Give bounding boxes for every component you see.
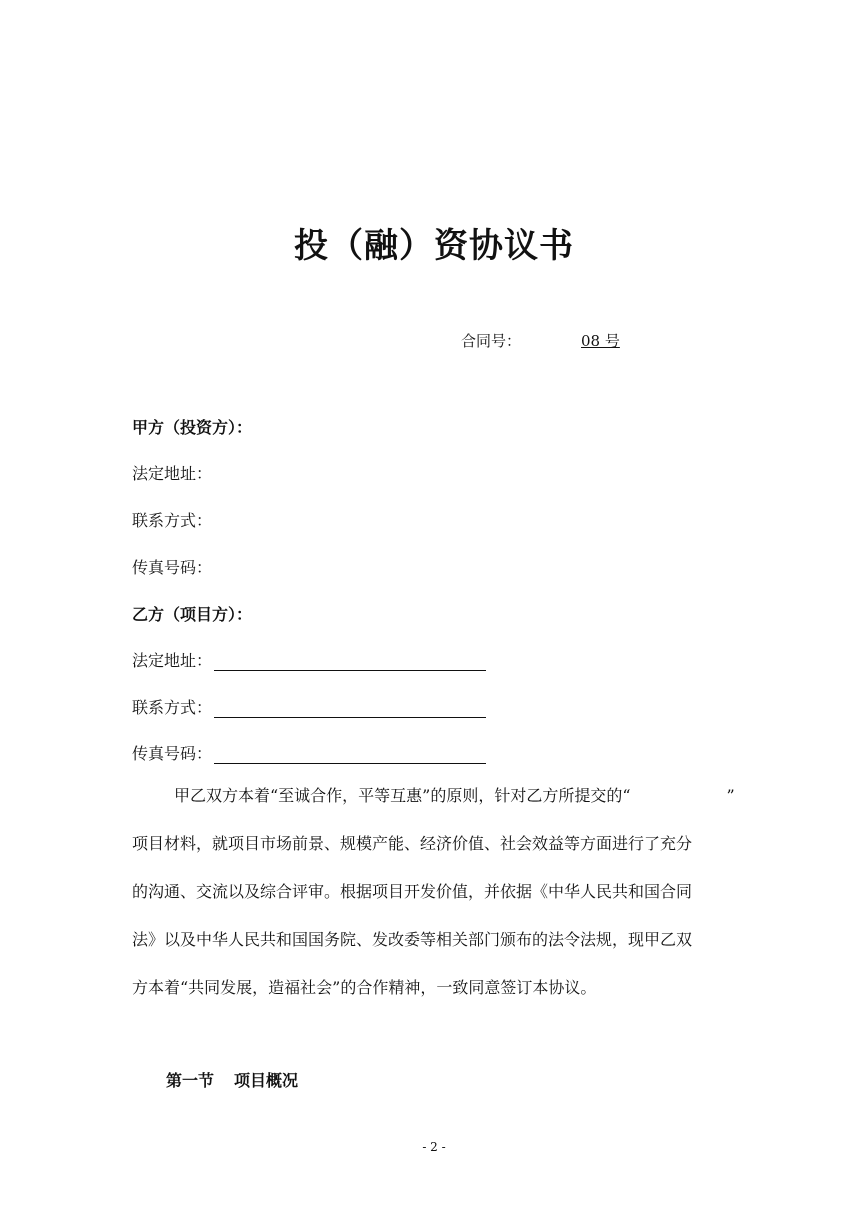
party-b-address-blank[interactable] xyxy=(214,654,486,671)
contract-number-line xyxy=(461,330,625,351)
party-a-contact-label: 联系方式： xyxy=(132,511,213,530)
page-number: - 2 - xyxy=(422,1140,446,1154)
contract-number-value: 08 号 xyxy=(581,332,620,350)
party-b-heading: 乙方（项目方）： xyxy=(132,605,253,624)
party-a-heading: 甲方（投资方）： xyxy=(132,418,253,437)
party-b-fax-label: 传真号码： xyxy=(132,744,213,763)
party-b-contact-field xyxy=(132,695,486,718)
party-b-fax-blank[interactable] xyxy=(214,747,486,764)
section-heading xyxy=(166,1068,298,1091)
preamble-line: 项目材料，就项目市场前景、规模产能、经济价值、社会效益等方面进行了充分 xyxy=(132,834,693,853)
party-b-contact-blank[interactable] xyxy=(214,701,486,718)
contract-number-label: 合同号： xyxy=(461,332,522,350)
agreement-preamble xyxy=(132,784,752,1024)
preamble-line: 甲乙双方本着“至诚合作，平等互惠”的原则，针对乙方所提交的“ ” xyxy=(174,786,735,805)
preamble-line: 法》以及中华人民共和国国务院、发改委等相关部门颁布的法令法规，现甲乙双 xyxy=(132,930,693,949)
party-a-fax-label: 传真号码： xyxy=(132,558,213,577)
party-b-fax-field xyxy=(132,741,486,764)
section-title: 项目概况 xyxy=(234,1071,299,1090)
preamble-line: 的沟通、交流以及综合评审。根据项目开发价值，并依据《中华人民共和国合同 xyxy=(132,882,693,901)
preamble-line: 方本着“共同发展，造福社会”的合作精神，一致同意签订本协议。 xyxy=(132,978,597,997)
party-b-contact-label: 联系方式： xyxy=(132,698,213,717)
party-b-address-label: 法定地址： xyxy=(132,651,213,670)
document-title: 投（融）资协议书 xyxy=(294,226,574,266)
party-a-address-label: 法定地址： xyxy=(132,464,213,483)
section-number: 第一节 xyxy=(166,1071,215,1090)
party-b-address-field xyxy=(132,648,486,671)
